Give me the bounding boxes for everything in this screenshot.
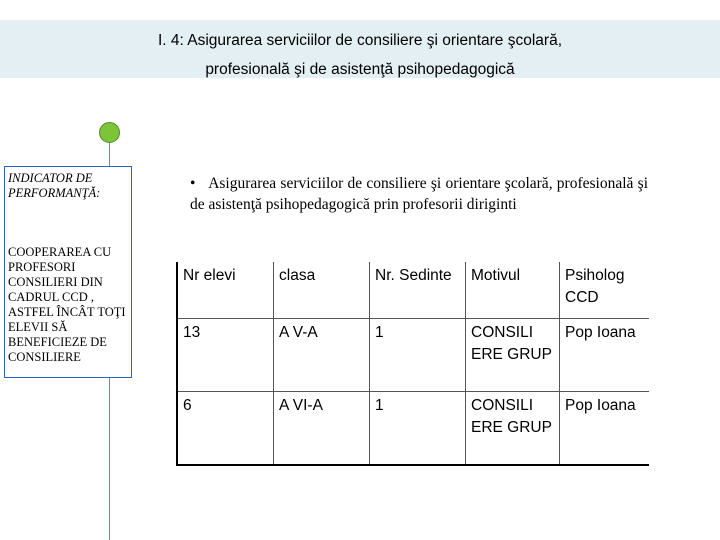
header-psiholog: Psiholog CCD [560, 262, 650, 319]
cell-nr-sedinte: 1 [370, 319, 466, 392]
indicator-text: COOPERAREA CU PROFESORI CONSILIERI DIN CADRUL CCD , ASTFEL ÎNCÂT TOŢI ELEVII SĂ BENEFICIEZE DE CONSILIERE [8, 245, 126, 364]
page-title-line-2: profesională şi de asistenţă psihopedagogică [205, 61, 515, 78]
bullet-text: Asigurarea serviciilor de consiliere şi orientare şcolară, profesională şi de asistenţă psihopedagogică prin profesorii diriginti [190, 175, 649, 213]
table-row [177, 319, 649, 392]
table-row [177, 392, 649, 466]
cell-clasa: A VI-A [274, 392, 370, 466]
header-motivul: Motivul [466, 262, 560, 319]
consiliere-table [176, 262, 649, 466]
bullet-icon: • [190, 175, 196, 192]
cell-psiholog: Pop Ioana [560, 319, 650, 392]
cell-clasa: A V-A [274, 319, 370, 392]
bullet-paragraph [190, 173, 648, 215]
cell-nr-elevi: 13 [177, 319, 274, 392]
cell-nr-sedinte: 1 [370, 392, 466, 466]
cell-nr-elevi: 6 [183, 397, 192, 414]
header-clasa: clasa [274, 262, 370, 319]
green-dot-icon [99, 122, 120, 143]
cell-motivul: CONSILI ERE GRUP [466, 392, 560, 466]
indicator-box [4, 166, 132, 378]
cell-psiholog: Pop Ioana [560, 392, 650, 466]
cell-motivul: CONSILI ERE GRUP [466, 319, 560, 392]
table-header-row [177, 262, 649, 319]
indicator-label: INDICATOR DE PERFORMANŢĂ: [8, 171, 101, 200]
header-nr-elevi: Nr elevi [177, 262, 274, 319]
header-nr-sedinte: Nr. Sedinte [370, 262, 466, 319]
page-title-line-1: I. 4: Asigurarea serviciilor de consiliere şi orientare şcolară, [157, 32, 563, 49]
